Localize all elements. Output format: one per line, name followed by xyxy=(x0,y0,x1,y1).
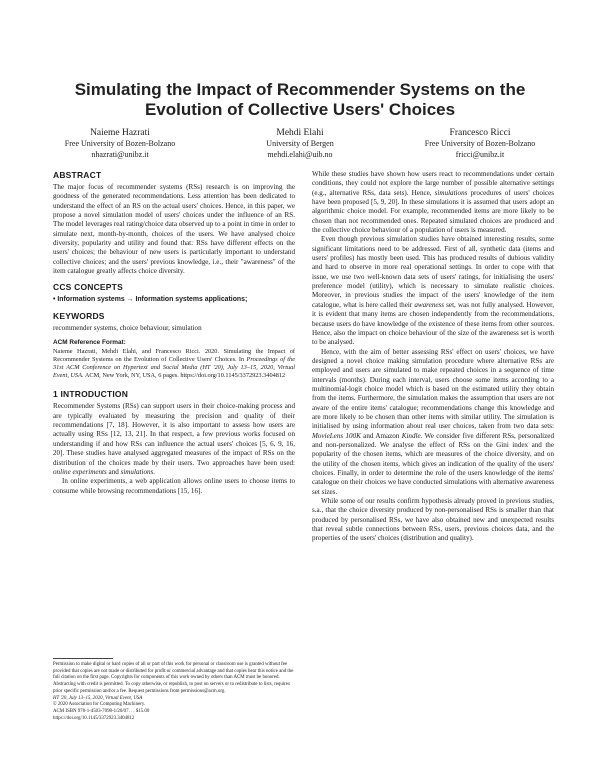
body-text: procedures of users' choices have been proposed [5, 9, 20]. In these simulations it is assumed that users adopt an algorithmic choice model. For example, recommended items are more likely to be chosen than not recommended ones. Repeated simulated choices are produced and the collective choice behaviour of a population of users is measured. xyxy=(312,188,554,235)
right-paragraph-2 xyxy=(312,235,554,347)
body-text: set, was not fully analysed. However, it is evident that many items are chosen independently from the recommendations, because users do have knowledge of the existence of these items from other sources. Hence, also the impact on choice behaviour of the size of the awareness set is worth to be analysed. xyxy=(312,300,554,347)
author-affiliation: University of Bergen xyxy=(266,139,334,148)
intro-italic: online experiments xyxy=(53,467,107,476)
author-email: fricci@unibz.it xyxy=(455,149,505,159)
ref-proceedings: Proceedings of the 31st ACM Conference on Hypertext and Social Media (HT '20), July 13–15, 2020, Virtual Event, USA. xyxy=(53,355,295,380)
intro-italic: simulations xyxy=(120,467,154,476)
author-affiliation: Free University of Bozen-Bolzano xyxy=(424,139,536,148)
copyright-footnote xyxy=(53,662,295,722)
body-text: Even though previous simulation studies have obtained interesting results, some significant limitations need to be addressed. First of all, synthetic data (items and users' profiles) has mostly been used. This has produced results of dubious validity and hard to observe in more real operational settings. In order to cope with that issue, we use two well-known data sets of users' ratings, for initialising the users' preference model (utility), which is necessary to simulate realistic choices. Moreover, in previous studies the impact of the users' knowledge of the item catalogue, what is here called their xyxy=(312,235,554,309)
intro-text: and xyxy=(106,467,121,476)
ccs-heading: CCS CONCEPTS xyxy=(53,282,123,293)
paper-title: Simulating the Impact of Recommender Systems on the Evolution of Collective Users' Choices xyxy=(74,80,526,119)
keywords-heading: KEYWORDS xyxy=(53,310,105,321)
author-email: mehdi.elahi@uib.no xyxy=(267,149,333,159)
footnote-rule xyxy=(53,658,113,659)
author-affiliation: Free University of Bozen-Bolzano xyxy=(64,139,176,148)
author-email: nhazrati@unibz.it xyxy=(91,149,149,159)
author-name: Mehdi Elahi xyxy=(276,128,324,138)
abstract-text: The major focus of recommender systems (RSs) research is on improving the goodness of the generated recommendations. Less attention has been dedicated to understand the effect of an RS on the actual users' choices. Hence, in this paper, we propose a novel simulation model of users' choices under the influence of an RS. The model leverages real rating/choice data observed up to a point in time in order to simulate next, month-by-month, choices of the users. We have analysed choice diversity, popularity and utility and found that: RSs have different effects on the users' choices; the behaviour of new users is particularly important to understand collective choices; and the users' previous knowledge, i.e., their "awareness" of the item catalogue greatly affects choice diversity. xyxy=(53,183,295,276)
introduction-heading: 1 INTRODUCTION xyxy=(53,389,129,400)
permission-text: Permission to make digital or hard copies of all or part of this work for personal or classroom use is granted without fee provided that copies are not made or distributed for profit or commercial advantage and that copies bear this notice and the full citation on the first page. Copyrights for components of this work owned by others than ACM must be honored. Abstracting with credit is permitted. To copy otherwise, or republish, to post on servers or to redistribute to lists, requires prior specific permission and/or a fee. Request permissions from permissions@acm.org. xyxy=(53,662,294,694)
right-paragraph-4: While some of our results confirm hypothesis already proved in previous studies, s.a., that the choice diversity produced by non-personalised RSs is smaller than that produced by personalised RSs, we have also obtained new and unexpected results that reveal subtle connections between RSs, users, previous choices data, and the properties of the users' choices (distribution and quality). xyxy=(312,497,554,543)
copyright-line: © 2020 Association for Computing Machinery. xyxy=(53,702,146,708)
author-2 xyxy=(220,127,380,160)
keywords-text: recommender systems, choice behaviour, simulation xyxy=(53,323,202,332)
author-3 xyxy=(400,127,560,160)
author-block xyxy=(40,127,560,167)
body-italic: simulations xyxy=(434,188,468,197)
ref-text-part: Naieme Hazrati, Mehdi Elahi, and Francesco Ricci. 2020. Simulating the Impact of Recommender Systems on the Evolution of Collective Users' Choices. In xyxy=(53,347,295,363)
intro-paragraph-1 xyxy=(53,402,295,477)
intro-paragraph-2: In online experiments, a web application allows online users to choose items to consume while browsing recommendations [15, 16]. xyxy=(53,477,295,495)
author-name: Naieme Hazrati xyxy=(90,128,150,138)
right-paragraph-1 xyxy=(312,170,554,235)
intro-text: Recommender Systems (RSs) can support users in their choice-making process and are typically evaluated by measuring the precision and quality of their recommendations [7, 18]. However, it is also important to assess how users are actually using RSs [12, 13, 21]. In that respect, a few previous works focused on understanding if and how RSs can influence the actual users' choices [5, 6, 9, 16, 20]. These studies have analysed aggregated measures of the impact of RSs on the distribution of the choices made by their users. Two approaches have been used: xyxy=(53,402,295,467)
body-text: While these studies have shown how users react to recommendations under certain conditions, they could not explore the large number of possible alternative settings (e.g., alternative RSs, data sets). Hence, xyxy=(312,170,554,197)
intro-text: . xyxy=(153,467,156,476)
right-paragraph-3 xyxy=(312,348,554,498)
abstract-heading: ABSTRACT xyxy=(53,170,102,180)
body-text: and Amazon xyxy=(360,431,402,440)
isbn-line: ACM ISBN 978-1-4503-7098-1/20/07. . . $15.00 xyxy=(53,708,150,714)
ccs-text: • Information systems → Information systems applications; xyxy=(53,296,248,304)
body-italic: awareness xyxy=(414,300,445,309)
body-italic: MovieLens 100K xyxy=(312,431,361,440)
left-column xyxy=(53,170,295,496)
acm-reference-heading: ACM Reference Format: xyxy=(53,339,126,347)
doi-line: https://doi.org/10.1145/3372923.3404812 xyxy=(53,715,135,721)
acm-reference-text xyxy=(53,348,295,381)
right-column xyxy=(312,170,554,544)
author-name: Francesco Ricci xyxy=(449,128,511,138)
body-text: Hence, with the aim of better assessing RSs' effect on users' choices, we have designed a novel choice making simulation procedure where alternative RSs are employed and users are simulated to make repeated choices in a sequence of time intervals (months). During each interval, users choose some items according to a multinomial-logit choice model which is based on the estimated utility they obtain from the items. Furthermore, the simulation makes the assumption that users are not aware of the entire items' catalogue; recommendations change this knowledge and are more likely to be chosen than other items with similar utility. The simulation is initialised by using information about real user choices, taken from two data sets: xyxy=(312,347,554,431)
body-text: . We consider five different RSs, personalized and non-personalized. We analyse the effect of RSs on the Gini index and the popularity of the chosen items, which are measures of the choice diversity, and on the utility of the chosen items, which gives an indication of the quality of the users' choices. Finally, in order to determine the role of the users knowledge of the items' catalogue on their choices we have conducted simulations with alternative awareness set sizes. xyxy=(312,431,554,496)
body-italic: Kindle xyxy=(401,431,421,440)
author-1 xyxy=(40,127,200,160)
ref-doi: ACM, New York, NY, USA, 6 pages. https://doi.org/10.1145/3372923.3404812 xyxy=(83,372,286,380)
venue-line: HT '20, July 13–15, 2020, Virtual Event, USA xyxy=(53,695,143,701)
